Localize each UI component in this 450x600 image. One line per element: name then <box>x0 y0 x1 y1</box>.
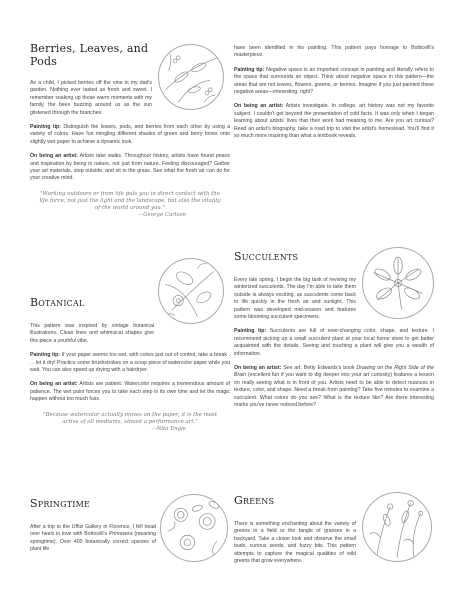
springtime-continued <box>234 45 434 140</box>
berries-artist-note <box>30 153 230 183</box>
springtime-painting-tip <box>234 67 434 97</box>
berries-quote-attribution: —George Carlson <box>137 212 186 219</box>
painting-tip-label: Painting tip: <box>234 66 265 73</box>
painting-tip-label: Painting tip: <box>234 328 267 335</box>
artist-label: On being an artist: <box>234 365 282 372</box>
greens-title-text: Greens <box>234 494 275 507</box>
berries-tip-text: Distinguish the leaves, pods, and berries from each other by using a variety of colors. Have fun mingling different shades of green and berry tones onto slightly wet paper to achieve a dynamic look. <box>30 124 230 145</box>
berries-section <box>30 42 230 218</box>
right-column <box>234 0 434 600</box>
succulents-artist-note <box>234 365 434 409</box>
greens-swatch <box>362 492 432 562</box>
berries-intro: As a child, I picked berries off the vine in my dad's garden. Nothing ever tasted as fresh and sweet. I remember soaking up those warm moments with my family, the bees buzzing around us as the sun glistened through the branches. <box>30 80 152 116</box>
succulents-section <box>234 250 434 410</box>
book-title: Drawing on the Right Side of the Brain <box>234 365 434 379</box>
painting-tip-label: Painting tip: <box>30 124 61 131</box>
botanical-section <box>30 296 230 432</box>
springtime-section <box>30 497 230 554</box>
springtime-title-text: Springtime <box>30 497 91 510</box>
artist-label: On being an artist: <box>30 381 78 388</box>
botanical-tip-text: If your paper seems too wet, with colors just out of control, take a break . . . let it dry! Practice some brushstrokes on a scrap piece of watercolor paper while you wait. You can also speed up drying with a hairdryer. <box>30 352 231 374</box>
springtime-continuation-text: have been identified in his painting. This pattern pays homage to Botticelli's masterpiece. <box>234 45 434 59</box>
succulents-swatch <box>362 247 434 319</box>
springtime-artist-note <box>234 103 434 140</box>
berries-artist-text: Artists take walks. Throughout history, artists have found peace and inspiration by being in nature, not just from nature. Feeling discouraged? Gather your art materials, step outside, and sit in the grass. See what the fresh air can do for your creative mind. <box>30 153 230 182</box>
berries-painting-tip <box>30 124 230 146</box>
springtime-tip-text: Negative space is an important concept in painting and literally refers to the space that surrounds an object. Think about negative space in this pattern—the areas that are not leaves, flowers, greens, or berries. Imagine if you just painted those negative areas—interesting, right? <box>234 66 435 96</box>
greens-section <box>234 494 434 565</box>
springtime-artist-text: Artists investigate. In college, art history was not my favorite subject. I couldn't get beyond the presentation of cold facts. It was only when I began learning about artists' lives that their work had meaning to me. Are you art curious? Read an artist's biography, take a road trip to visit the artist's homestead. You'll find it so much more inspiring than what a textbook reveals. <box>234 103 435 140</box>
succulents-artist-a: See art. Betty Edwards's book <box>283 365 357 372</box>
artist-label: On being an artist: <box>234 103 284 110</box>
botanical-quote: "Because watercolor actually moves on the paper, it is the most active of all mediums, almost a performance art." <box>43 411 217 425</box>
botanical-artist-text: Artists are patient. Watercolor requires a tremendous amount of patience. The wet paint forces you to take each step in its own time and let the magic happen without too much fuss. <box>30 381 231 403</box>
springtime-swatch <box>160 494 228 562</box>
berries-quote: "Working outdoors or from life puts you in direct contact with the life force, not just the light and the landscape, but also the vitality of the world around you." <box>39 190 221 212</box>
left-column <box>30 0 230 600</box>
botanical-painting-tip <box>30 352 230 374</box>
botanical-intro: This pattern was inspired by vintage botanical illustrations. Clean lines and whimsical shapes give this piece a youthful vibe. <box>30 323 154 344</box>
artist-label: On being an artist: <box>30 153 78 160</box>
succulents-tip-text: Succulents are full of ever-changing color, shape, and texture. I recommend picking up a small succulent plant at your local home store to get better acquainted with the details. Seeing and touching a plant will give you a wealth of information. <box>234 328 435 357</box>
succulents-title-text: Succulents <box>234 250 299 263</box>
springtime-intro-b: (meaning springtime). Over 400 botanically correct species of plant life <box>30 531 156 553</box>
springtime-intro-a: After a trip to the Uffizi Gallery in Florence, I fell head over heels in love with Botticelli's <box>30 524 156 538</box>
berries-title: Berries, Leaves, and Pods <box>30 42 149 68</box>
succulents-painting-tip <box>234 328 434 358</box>
botanical-artist-note <box>30 381 230 403</box>
succulents-artist-b: (excellent fun if you want to dig deeper into your art curiosity) features a lesson on really seeing what is in front of you. Artists need to be able to detect nuances in texture, color, and shape. Need a break from painting? Take five minutes to examine a succulent. What colors do you see? What is the texture like? Are there interesting marks you've never noticed before? <box>234 372 434 409</box>
botanical-swatch <box>158 258 224 324</box>
greens-intro: There is something enchanting about the variety of greens in a field or the tangle of grasses in a backyard. Take a closer look and observe the small buds, curious seeds, and fuzzy bits. This pattern attempts to capture the magical qualities of wild greens that grow everywhere. <box>234 521 356 565</box>
springtime-intro <box>30 524 156 554</box>
botanical-title-text: Botanical <box>30 296 85 309</box>
botanical-quote-attribution: —Nita Engle <box>151 426 186 433</box>
succulents-intro: Every late spring, I begin the big task of reviving my winterized succulents. The day I'm able to take them outside is always exciting, as succulents come back to life quickly in the fresh air and sunlight. This pattern was developed mid-season and features some blooming succulent specimens. <box>234 277 356 321</box>
painting-tip-label: Painting tip: <box>30 352 61 359</box>
primavera-title: Primavera <box>108 531 133 538</box>
berries-leaves-pods-swatch <box>158 44 224 110</box>
